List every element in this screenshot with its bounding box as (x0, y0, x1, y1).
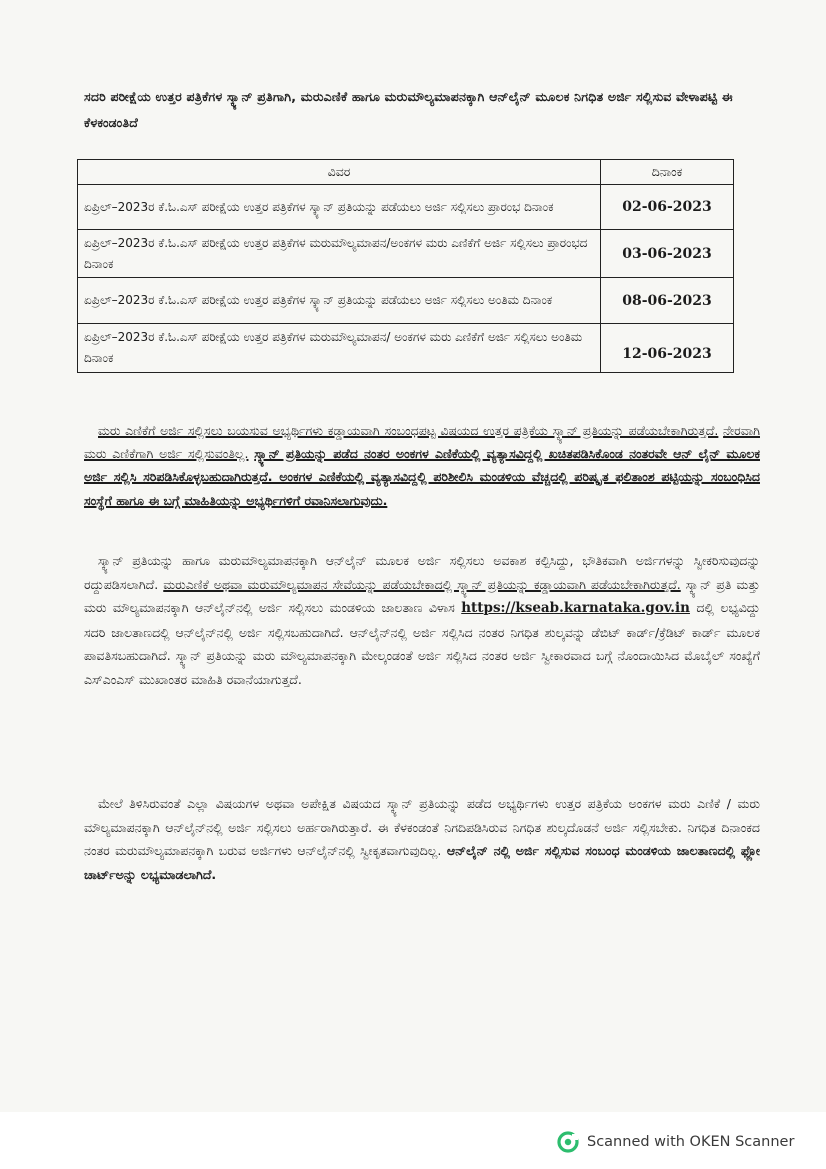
para2-sentence-1: ಸ್ಕ್ಯಾನ್ ಪ್ರತಿಯನ್ನು ಹಾಗೂ ಮರುಮೌಲ್ಯಮಾಪನಕ್ಕಾಗಿ ಆನ್‌ಲೈನ್ ಮೂಲಕ ಅರ್ಜಿ ಸಲ್ಲಿಸಲು ಅವಕಾಶ ಕಲ್ಪಿಸಿದ್ದು, ಭೌತಿಕವಾಗಿ ಅರ್ಜಿಗಳನ್ನು ಸ್ವೀಕರಿಸುವುದನ್ನು ರದ್ದುಪಡಿಸಲಾಗಿದೆ. (84, 553, 760, 592)
intro-heading: ಸದರಿ ಪರೀಕ್ಷೆಯ ಉತ್ತರ ಪತ್ರಿಕೆಗಳ ಸ್ಕ್ಯಾನ್ ಪ್ರತಿಗಾಗಿ, ಮರುಎಣಿಕೆ ಹಾಗೂ ಮರುಮೌಲ್ಯಮಾಪನಕ್ಕಾಗಿ ಆನ್‌ಲೈನ್ ಮೂಲಕ ನಿಗಧಿತ ಅರ್ಜಿ ಸಲ್ಲಿಸುವ ವೇಳಾಪಟ್ಟಿ ಈ ಕೆಳಕಂಡಂತಿದೆ (84, 89, 733, 130)
table-row (78, 324, 734, 373)
para1-sentence-1: ಮರು ಎಣಿಕೆಗೆ ಅರ್ಜಿ ಸಲ್ಲಿಸಲು ಬಯಸುವ ಅಭ್ಯರ್ಥಿಗಳು ಕಡ್ಡಾಯವಾಗಿ ಸಂಬಂಧಪಟ್ಟ ವಿಷಯದ ಉತ್ತರ ಪತ್ರಿಕೆಯ ಸ್ಕ್ಯಾನ್ ಪ್ರತಿಯನ್ನು ಪಡೆಯಬೇಕಾಗಿರುತ್ತದೆ. (98, 423, 719, 438)
paragraph-eligibility (84, 792, 760, 886)
column-header-date: ದಿನಾಂಕ (601, 160, 734, 185)
schedule-table (77, 159, 734, 373)
paragraph-recount (84, 419, 760, 512)
row-date: 02-06-2023 (601, 185, 734, 230)
para1-sentence-3: ಸ್ಕ್ಯಾನ್ ಪ್ರತಿಯನ್ನು ಪಡೆದ ನಂತರ ಅಂಕಗಳ ಎಣಿಕೆಯಲ್ಲಿ ವ್ಯತ್ಯಾಸವಿದ್ದಲ್ಲಿ ಖಚಿತಪಡಿಸಿಕೊಂಡ ನಂತರವೇ ಆನ್ ಲೈನ್ ಮೂಲಕ ಅರ್ಜಿ ಸಲ್ಲಿಸಿ ಸರಿಪಡಿಸಿಕೊಳ್ಳಬಹುದಾಗಿರುತ್ತದೆ. ಅಂಕಗಳ ಎಣಿಕೆಯಲ್ಲಿ ವ್ಯತ್ಯಾಸವಿದ್ದಲ್ಲಿ ಪರಿಶೀಲಿಸಿ ಮಂಡಳಿಯ ವೆಚ್ಚದಲ್ಲಿ ಪರಿಷ್ಕೃತ ಫಲಿತಾಂಶ ಪಟ್ಟಿಯನ್ನು ಸಂಬಂಧಿಸಿದ ಸಂಸ್ಥೆಗೆ ಹಾಗೂ ಈ ಬಗ್ಗೆ ಮಾಹಿತಿಯನ್ನು ಅಭ್ಯರ್ಥಿಗಳಿಗೆ ರವಾನಿಸಲಾಗುವುದು. (84, 446, 760, 508)
para2-sentence-4: ದಲ್ಲಿ ಲಭ್ಯವಿದ್ದು ಸದರಿ ಜಾಲತಾಣದಲ್ಲಿ ಆನ್‌ಲೈನ್‌ನಲ್ಲಿ ಅರ್ಜಿ ಸಲ್ಲಿಸಬಹುದಾಗಿದೆ. ಆನ್‌ಲೈನ್‌ನಲ್ಲಿ ಅರ್ಜಿ ಸಲ್ಲಿಸಿದ ನಂತರ ನಿಗಧಿತ ಶುಲ್ಕವನ್ನು ಡೆಬಿಟ್ ಕಾರ್ಡ್/ಕ್ರೆಡಿಟ್ ಕಾರ್ಡ್ ಮೂಲಕ ಪಾವತಿಸಬಹುದಾಗಿದೆ. ಸ್ಕ್ಯಾನ್ ಪ್ರತಿಯನ್ನು ಮರು ಮೌಲ್ಯಮಾಪನಕ್ಕಾಗಿ ಮೇಲ್ಕಂಡಂತೆ ಅರ್ಜಿ ಸಲ್ಲಿಸಿದ ನಂತರ ಅರ್ಜಿ ಸ್ವೀಕಾರವಾದ ಬಗ್ಗೆ ನೊಂದಾಯಿಸಿದ ಮೊಬೈಲ್ ಸಂಖ್ಯೆಗೆ ಎಸ್‌ಎಂಎಸ್ ಮುಖಾಂತರ ಮಾಹಿತಿ ರವಾನೆಯಾಗುತ್ತದೆ. (84, 600, 760, 687)
oken-scanner-logo-icon (557, 1131, 579, 1153)
para2-sentence-2: ಮರುಎಣಿಕೆ ಅಥವಾ ಮರುಮೌಲ್ಯಮಾಪನ ಸೇವೆಯನ್ನು ಪಡೆಯಬೇಕಾದಲ್ಲಿ ಸ್ಕ್ಯಾನ್ ಪ್ರತಿಯನ್ನು ಕಡ್ಡಾಯವಾಗಿ ಪಡೆಯಬೇಕಾಗಿರುತ್ತದೆ. (163, 576, 681, 592)
table-header-row (78, 160, 734, 185)
scanner-text: Scanned with OKEN Scanner (587, 1134, 795, 1150)
website-link[interactable]: https://kseab.karnataka.gov.in (461, 600, 690, 616)
row-date: 08-06-2023 (601, 278, 734, 324)
para2-sentence-3: ಸ್ಕ್ಯಾನ್ ಪ್ರತಿ ಮತ್ತು ಮರು ಮೌಲ್ಯಮಾಪನಕ್ಕಾಗಿ ಆನ್‌ಲೈನ್‌ನಲ್ಲಿ ಅರ್ಜಿ ಸಲ್ಲಿಸಲು ಮಂಡಳಿಯ ಜಾಲತಾಣ ವಿಳಾಸ (84, 576, 760, 615)
para3-sentence-1: ಮೇಲೆ ತಿಳಿಸಿರುವಂತೆ ಎಲ್ಲಾ ವಿಷಯಗಳ ಅಥವಾ ಅಪೇಕ್ಷಿತ ವಿಷಯದ ಸ್ಕ್ಯಾನ್ ಪ್ರತಿಯನ್ನು ಪಡೆದ ಅಭ್ಯರ್ಥಿಗಳು ಉತ್ತರ ಪತ್ರಿಕೆಯ ಅಂಕಗಳ ಮರು ಎಣಿಕೆ / ಮರು ಮೌಲ್ಯಮಾಪನಕ್ಕಾಗಿ ಆನ್‌ಲೈನ್‌ನಲ್ಲಿ ಅರ್ಜಿ ಸಲ್ಲಿಸಲು ಅರ್ಹರಾಗಿರುತ್ತಾರೆ. ಈ ಕೆಳಕಂಡಂತೆ ನಿಗದಿಪಡಿಸಿರುವ ನಿಗಧಿತ ಶುಲ್ಕದೊಡನೆ ಅರ್ಜಿ ಸಲ್ಲಿಸಬೇಕು. ನಿಗಧಿತ ದಿನಾಂಕದ ನಂತರ ಮರುಮೌಲ್ಯಮಾಪನಕ್ಕಾಗಿ ಬರುವ ಅರ್ಜಿಗಳು ಆನ್‌ಲೈನ್‌ನಲ್ಲಿ ಸ್ವೀಕೃತವಾಗುವುದಿಲ್ಲ. (84, 796, 760, 858)
table-row (78, 230, 734, 278)
row-detail: ಏಪ್ರಿಲ್–2023ರ ಕೆ.ಓ.ಎಸ್ ಪರೀಕ್ಷೆಯ ಉತ್ತರ ಪತ್ರಿಕೆಗಳ ಸ್ಕ್ಯಾನ್ ಪ್ರತಿಯನ್ನು ಪಡೆಯಲು ಅರ್ಜಿ ಸಲ್ಲಿಸಲು ಪ್ರಾರಂಭ ದಿನಾಂಕ (78, 185, 601, 230)
row-detail: ಏಪ್ರಿಲ್–2023ರ ಕೆ.ಓ.ಎಸ್ ಪರೀಕ್ಷೆಯ ಉತ್ತರ ಪತ್ರಿಕೆಗಳ ಸ್ಕ್ಯಾನ್ ಪ್ರತಿಯನ್ನು ಪಡೆಯಲು ಅರ್ಜಿ ಸಲ್ಲಿಸಲು ಅಂತಿಮ ದಿನಾಂಕ (78, 278, 601, 324)
row-detail: ಏಪ್ರಿಲ್–2023ರ ಕೆ.ಓ.ಎಸ್ ಪರೀಕ್ಷೆಯ ಉತ್ತರ ಪತ್ರಿಕೆಗಳ ಮರುಮೌಲ್ಯಮಾಪನ/ ಅಂಕಗಳ ಮರು ಎಣಿಕೆಗೆ ಅರ್ಜಿ ಸಲ್ಲಿಸಲು ಅಂತಿಮ ದಿನಾಂಕ (78, 324, 601, 373)
table-row (78, 278, 734, 324)
row-date: 03-06-2023 (601, 230, 734, 278)
paragraph-online-application (84, 549, 760, 691)
column-header-detail: ವಿವರ (78, 160, 601, 185)
para3-sentence-2: ಆನ್‌ಲೈನ್ ನಲ್ಲಿ ಅರ್ಜಿ ಸಲ್ಲಿಸುವ ಸಂಬಂಧ ಮಂಡಳಿಯ ಜಾಲತಾಣದಲ್ಲಿ ಫ್ಲೋ ಚಾರ್ಟ್‌ಅನ್ನು ಲಭ್ಯಮಾಡಲಾಗಿದೆ. (84, 843, 760, 882)
para1-sentence-2: ನೇರವಾಗಿ ಮರು ಎಣಿಕೆಗಾಗಿ ಅರ್ಜಿ ಸಲ್ಲಿಸುವಂತಿಲ್ಲ. (84, 423, 760, 462)
scanner-watermark (557, 1131, 794, 1153)
table-row (78, 185, 734, 230)
row-date: 12-06-2023 (601, 324, 734, 373)
row-detail: ಏಪ್ರಿಲ್–2023ರ ಕೆ.ಓ.ಎಸ್ ಪರೀಕ್ಷೆಯ ಉತ್ತರ ಪತ್ರಿಕೆಗಳ ಮರುಮೌಲ್ಯಮಾಪನ/ಅಂಕಗಳ ಮರು ಎಣಿಕೆಗೆ ಅರ್ಜಿ ಸಲ್ಲಿಸಲು ಪ್ರಾರಂಭದ ದಿನಾಂಕ (78, 230, 601, 278)
